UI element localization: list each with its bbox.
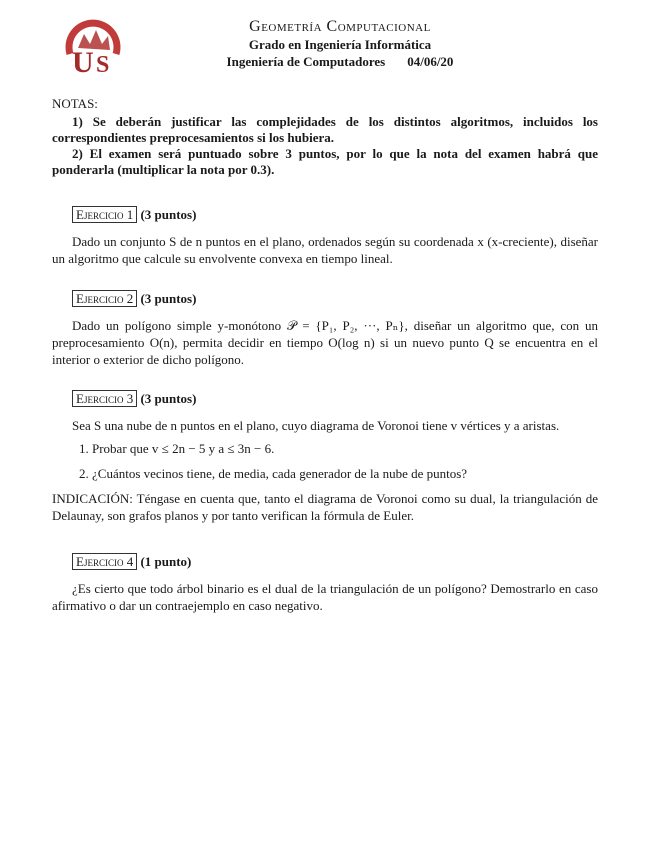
exercise-4-text: ¿Es cierto que todo árbol binario es el dual de la triangulación de un polígono? Demostrarlo en caso afirmativo o dar un contraejemplo en caso negativo. [52, 581, 598, 613]
note-2: 2) El examen será puntuado sobre 3 puntos, por lo que la nota del examen habrá que ponderarla (multiplicar la nota por 0.3). [52, 146, 598, 177]
exercise-4-points: (1 punto) [140, 554, 192, 569]
exercise-1-label: Ejercicio 1 [72, 206, 137, 223]
exercise-3 [52, 390, 598, 524]
exercise-1-points: (3 puntos) [140, 207, 197, 222]
exercise-3-intro: Sea S una nube de n puntos en el plano, cuyo diagrama de Voronoi tiene v vértices y a aristas. [72, 418, 560, 433]
exercise-4-label: Ejercicio 4 [72, 553, 137, 570]
notes-label: NOTAS: [52, 96, 98, 111]
exercise-3-label: Ejercicio 3 [72, 390, 137, 407]
exercise-2-points: (3 puntos) [140, 291, 197, 306]
exercise-1-text: Dado un conjunto S de n puntos en el plano, ordenados según su coordenada x (x-creciente), diseñar un algoritmo que calcule su envolvente convexa en tiempo lineal. [52, 234, 598, 266]
exercise-3-points: (3 puntos) [140, 391, 197, 406]
notes-section [52, 96, 598, 178]
exam-date: 04/06/20 [407, 54, 454, 69]
svg-text:U: U [72, 46, 94, 78]
exercise-2 [52, 290, 598, 368]
svg-text:S: S [96, 52, 110, 78]
note-1: 1) Se deberán justificar las complejidades de los distintos algoritmos, incluidos los correspondientes preprocesamientos si los hubiera. [52, 114, 598, 145]
course-title: Geometría Computacional [249, 18, 431, 35]
exercise-1 [52, 206, 598, 267]
specialty-date-line [150, 54, 530, 70]
university-seal-logo [58, 14, 128, 78]
exercise-3-item-1: 1. Probar que v ≤ 2n − 5 y a ≤ 3n − 6. [92, 440, 598, 457]
degree-name: Grado en Ingeniería Informática [248, 37, 432, 52]
exercise-2-text: Dado un polígono simple y-monótono 𝒫 = {P₁, P₂, ···, Pₙ}, diseñar un algoritmo que, con un preprocesamiento O(n), permita decidir en tiempo O(log n) si un nuevo punto Q se encuentra en el interior o exterior de dicho polígono. [52, 318, 598, 367]
exam-header [150, 18, 530, 70]
exercise-3-item-2: 2. ¿Cuántos vecinos tiene, de media, cada generador de la nube de puntos? [92, 465, 598, 482]
exercise-2-label: Ejercicio 2 [72, 290, 137, 307]
specialty-name: Ingeniería de Computadores [226, 54, 386, 69]
exercise-4 [52, 553, 598, 614]
exercise-3-hint: INDICACIÓN: Téngase en cuenta que, tanto el diagrama de Voronoi como su dual, la triangulación de Delaunay, son grafos planos y por tanto verifican la fórmula de Euler. [52, 491, 598, 523]
exercise-3-items [52, 440, 598, 482]
